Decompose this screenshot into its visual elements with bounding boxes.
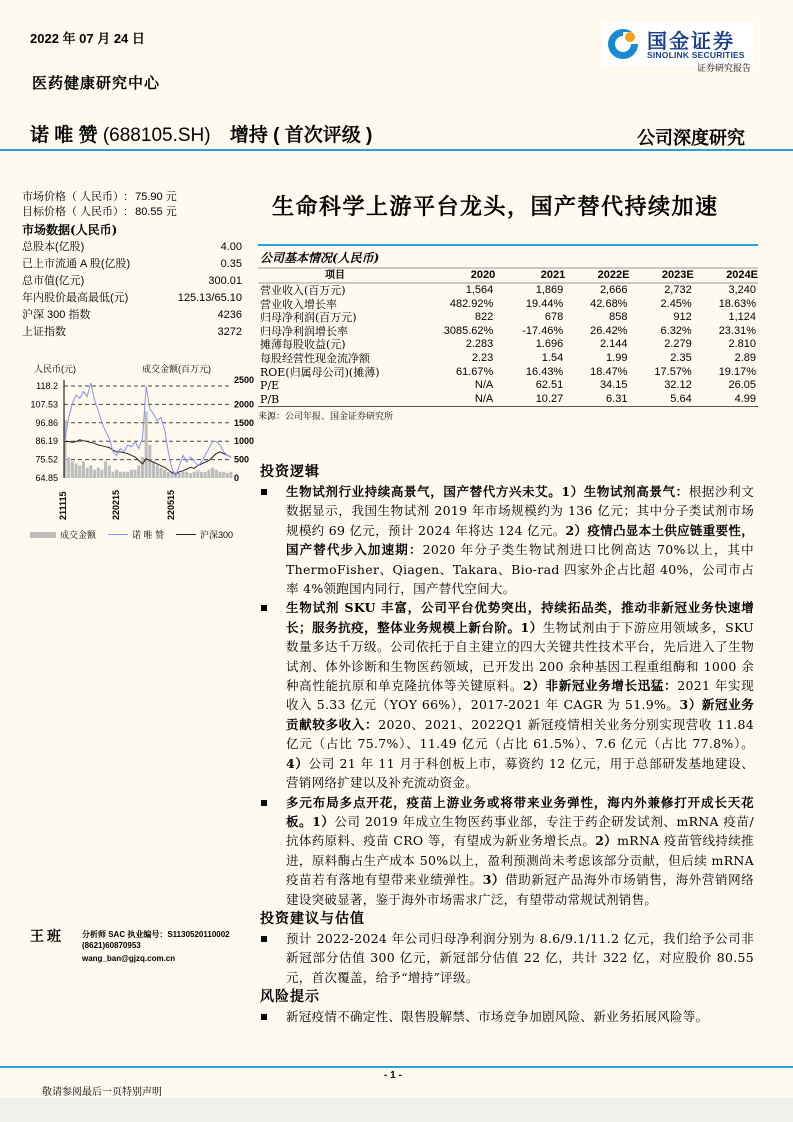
- logo-en-text: SINOLINK SECURITIES: [647, 50, 745, 60]
- svg-text:500: 500: [234, 454, 250, 465]
- department: 医药健康研究中心: [32, 74, 161, 92]
- market-data-row: 上证指数 3272: [22, 326, 242, 338]
- legend-volume-swatch: [30, 532, 56, 538]
- market-data-list: [22, 239, 242, 341]
- sinolink-logo-icon: [607, 28, 639, 60]
- table-row: ROE(归属母公司)(摊薄) 61.67% 16.43% 18.47% 17.57% 19.17%: [260, 365, 756, 379]
- svg-text:118.2: 118.2: [36, 381, 58, 391]
- y-right-axis-label: 成交金额(百万元): [142, 364, 211, 374]
- svg-text:75.52: 75.52: [35, 454, 58, 465]
- bullet-square-icon: [261, 605, 267, 611]
- market-data-heading: 市场数据(人民币): [22, 223, 118, 237]
- market-sidebar: [22, 190, 242, 341]
- logic-list: [260, 482, 754, 909]
- section-heading-valuation: 投资建议与估值: [260, 910, 365, 927]
- table-row: 营业收入(百万元) 1,564 1,869 2,666 2,732 3,240: [260, 284, 756, 297]
- svg-text:220215: 220215: [111, 489, 121, 520]
- analyst-name: 王班: [30, 929, 64, 945]
- table-row: 每股经营性现金流净额 2.23 1.54 1.99 2.35 2.89: [260, 351, 756, 365]
- bullet-square-icon: [261, 800, 267, 806]
- logo-subtitle: 证券研究报告: [696, 64, 751, 74]
- svg-text:211115: 211115: [58, 491, 68, 520]
- rating: 增持 ( 首次评级 ): [229, 125, 373, 146]
- logic-bullet: 多元布局多点开花，疫苗上游业务或将带来业务弹性，海内外兼修打开成长天花板。1）公司 2019 年成立生物医药事业部，专注于药企研发试剂、mRNA 疫苗/抗体药原料、疫苗 CRO 等，有望成为新业务增长点。2）mRNA 疫苗管线持续推进，原料酶占生产成本 50%以上，盈利预测尚未考虑该部分贡献，但后续 mRNA 疫苗若有落地有望带来业绩弹性。3）借助新冠产品海外市场销售，海外营销网络建设突破显著，鉴于海外市场需求广泛，有望带动常规试剂销售。: [260, 793, 754, 909]
- svg-text:107.53: 107.53: [30, 399, 58, 410]
- financial-summary: [258, 244, 758, 422]
- svg-text:1500: 1500: [234, 417, 255, 428]
- svg-text:220515: 220515: [166, 489, 176, 520]
- page-number: - 1 -: [384, 1070, 402, 1081]
- stock-code: (688105.SH): [102, 125, 211, 146]
- svg-text:1000: 1000: [234, 436, 255, 447]
- market-data-row: 总市值(亿元) 300.01: [22, 275, 242, 287]
- table-row: P/E N/A 62.51 34.15 32.12 26.05: [260, 379, 756, 393]
- footer-divider: [0, 1066, 793, 1068]
- financial-table: [258, 267, 758, 407]
- stock-heading: [30, 120, 372, 147]
- svg-text:86.19: 86.19: [35, 436, 58, 447]
- legend-stock-swatch: [108, 534, 128, 535]
- market-price: 市场价格（ 人民币）: 75.90 元: [22, 191, 177, 203]
- valuation-bullet: 预计 2022-2024 年公司归母净利润分别为 8.6/9.1/11.2 亿元，我们给予公司非新冠部分估值 300 亿元，新冠部分估值 22 亿，共计 322 亿，对应股价 80.55 元，首次覆盖，给予“增持”评级。: [260, 929, 754, 987]
- market-data-row: 总股本(亿股) 4.00: [22, 241, 242, 253]
- table-source: 来源：公司年报、国金证券研究所: [258, 412, 394, 423]
- disclaimer-note: 敬请参阅最后一页特别声明: [42, 1087, 162, 1098]
- logic-bullet: 生物试剂 SKU 丰富，公司平台优势突出，持续拓品类，推动非新冠业务快速增长；服务抗疫，整体业务规模上新台阶。1）生物试剂由于下游应用领域多，SKU 数量多达千万级。公司依托于自主建立的四大关键共性技术平台，先后进入了生物试剂、体外诊断和生物医药领域，已开发出 200 余种基因工程重组酶和 1000 余种高性能抗原和单克隆抗体等关键原料。2）非新冠业务增长迅猛：2021 年实现收入 5.33 亿元（YOY 66%），2017-2021 年 CAGR 为 51.9%。3）新冠业务贡献较多收入：2020、2021、2022Q1 新冠疫情相关业务分别实现营收 11.84 亿元（占比 75.7%）、11.49 亿元（占比 61.5%）、7.6 亿元（占比 77.8%）。4）公司 21 年 11 月于科创板上市，募资约 12 亿元，用于总部研发基地建设、营销网络扩建以及补充流动资金。: [260, 598, 754, 792]
- svg-text:0: 0: [234, 473, 240, 483]
- table-row: 摊薄每股收益(元) 2.283 1.696 2.144 2.279 2.810: [260, 338, 756, 352]
- company-name: 诺 唯 赞: [30, 125, 98, 146]
- market-data-row: 沪深 300 指数 4236: [22, 309, 242, 321]
- svg-text:64.85: 64.85: [35, 473, 58, 483]
- chart-canvas: [22, 360, 262, 530]
- svg-text:96.86: 96.86: [35, 417, 58, 428]
- bullet-square-icon: [261, 936, 267, 942]
- logic-bullet: 生物试剂行业持续高景气，国产替代方兴未艾。1）生物试剂高景气：根据沙利文数据显示，我国生物试剂 2019 年市场规模约为 136 亿元；其中分子类试剂市场规模约 69 亿元，预计 2024 年将达 124 亿元。2）疫情凸显本土供应链重要性，国产替代步入加速期：2020 年分子类生物试剂进口比例高达 70%以上，其中 ThermoFisher、Qiagen、Takara、Bio-rad 四家外企占比超 40%，公司市占率 4%领跑国内同行，国产替代空间大。: [260, 482, 754, 598]
- stock-price-chart: [22, 360, 262, 550]
- bullet-square-icon: [261, 1014, 267, 1020]
- section-heading-logic: 投资逻辑: [260, 464, 320, 480]
- table-row: 归母净利润增长率 3085.62% -17.46% 26.42% 6.32% 23.31%: [260, 324, 756, 338]
- table-row: P/B N/A 10.27 6.31 5.64 4.99: [260, 392, 756, 406]
- legend-index-swatch: [176, 534, 196, 535]
- svg-text:2000: 2000: [234, 399, 255, 410]
- analyst-details: 分析师 SAC 执业编号：S1130520110002 (8621)60870953 wang_ban@gjzq.com.cn: [82, 930, 230, 963]
- header-divider: [0, 149, 793, 151]
- chart-legend: 成交金额 诺 唯 赞 沪深300: [30, 528, 233, 541]
- svg-text:2500: 2500: [234, 375, 255, 385]
- report-type: 公司深度研究: [637, 128, 745, 149]
- logo-cn-text: 国金证券: [647, 31, 735, 53]
- report-date: 2022 年 07 月 24 日: [30, 31, 145, 46]
- table-row: 营业收入增长率 482.92% 19.44% 42.68% 2.45% 18.63%: [260, 297, 756, 311]
- section-heading-risk: 风险提示: [260, 989, 320, 1006]
- table-header-row: 项目 2020 2021 2022E 2023E 2024E: [258, 268, 758, 283]
- market-data-row: 已上市流通 A 股(亿股) 0.35: [22, 258, 242, 270]
- table-caption: 公司基本情况(人民币): [260, 251, 380, 265]
- sinolink-logo: [603, 22, 753, 66]
- report-title: 生命科学上游平台龙头，国产替代持续加速: [272, 194, 719, 220]
- analyst-phone: (8621)60870953: [82, 941, 141, 950]
- target-price: 目标价格（ 人民币）: 80.55 元: [22, 206, 177, 218]
- y-axis-label: 人民币(元): [34, 364, 76, 374]
- market-data-row: 年内股价最高最低(元) 125.13/65.10: [22, 292, 242, 304]
- bullet-square-icon: [261, 489, 267, 495]
- risk-bullet: 新冠疫情不确定性、限售股解禁、市场竞争加剧风险、新业务拓展风险等。: [260, 1007, 754, 1026]
- table-row: 归母净利润(百万元) 822 678 858 912 1,124: [260, 311, 756, 325]
- report-body: [260, 462, 754, 1027]
- analyst-email[interactable]: wang_ban@gjzq.com.cn: [82, 954, 176, 963]
